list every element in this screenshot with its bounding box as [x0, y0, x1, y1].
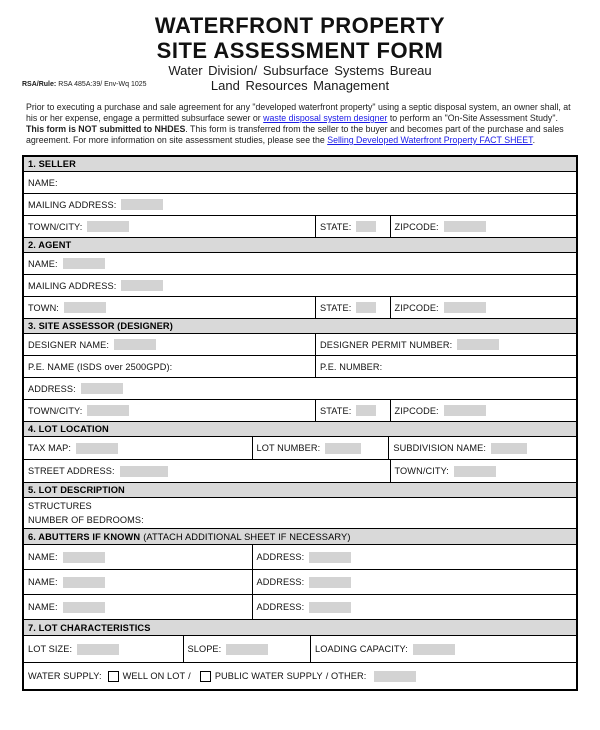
section-2-agent-header [24, 238, 576, 253]
agent-town-cell [24, 297, 316, 318]
rsa-rule-value: RSA 485A:39/ Env-Wq 1025 [58, 81, 147, 88]
pe-row [24, 356, 576, 378]
seller-town-row [24, 216, 576, 238]
section-7-characteristics-header [24, 620, 576, 636]
public-water-label: PUBLIC WATER SUPPLY [214, 671, 323, 681]
water-supply-slash: / [188, 671, 191, 681]
subdivision-input[interactable] [491, 443, 527, 454]
designer-permit-cell [316, 334, 576, 355]
section-6-title-note: (ATTACH ADDITIONAL SHEET IF NECESSARY) [143, 531, 351, 542]
section-7-title: 7. LOT CHARACTERISTICS [28, 622, 151, 633]
section-4-lot-location-header [24, 422, 576, 437]
waste-disposal-designer-link[interactable]: waste disposal system designer [263, 113, 388, 123]
seller-zip-cell [391, 216, 576, 237]
assessor-state-input[interactable] [356, 405, 376, 416]
designer-name-cell [24, 334, 316, 355]
intro-bold-nhdes: This form is NOT submitted to NHDES [26, 124, 186, 134]
lot-town-cell [391, 460, 576, 482]
pe-number-cell [316, 356, 576, 377]
intro-text-4: . [532, 135, 536, 145]
rsa-rule-note [22, 81, 147, 88]
division-subtitle: Land Resources Management [210, 78, 390, 93]
page-title-line1: WATERFRONT PROPERTY [154, 13, 446, 38]
lot-size-label: LOT SIZE: [28, 644, 73, 654]
abutter-2-address-input[interactable] [309, 577, 351, 588]
assessor-address-cell [24, 378, 576, 399]
abutter-2-name-label: NAME: [28, 577, 58, 587]
well-on-lot-label: WELL ON LOT [122, 671, 186, 681]
agent-name-input[interactable] [63, 258, 105, 269]
pe-name-label: P.E. NAME (ISDS over 2500GPD): [28, 361, 173, 372]
assessor-zip-label: ZIPCODE: [394, 405, 439, 416]
fact-sheet-link[interactable]: Selling Developed Waterfront Property FACT SHEET [327, 135, 533, 145]
agent-name-cell [24, 253, 576, 274]
water-supply-row [24, 663, 576, 689]
seller-state-label: STATE: [320, 221, 352, 232]
abutter-2-address-label: ADDRESS: [256, 577, 305, 587]
section-3-assessor-header [24, 319, 576, 334]
tax-map-row [24, 437, 576, 460]
seller-state-input[interactable] [356, 221, 376, 232]
seller-name-cell [24, 172, 576, 193]
abutter-1-name-label: NAME: [28, 552, 58, 562]
agent-town-input[interactable] [64, 302, 106, 313]
lot-town-label: TOWN/CITY: [394, 466, 449, 476]
street-address-label: STREET ADDRESS: [28, 466, 115, 476]
water-supply-cell [24, 663, 576, 689]
lot-size-input[interactable] [77, 644, 119, 655]
seller-name-label: NAME: [28, 177, 58, 188]
lot-town-input[interactable] [454, 466, 496, 477]
abutter-1-address-input[interactable] [309, 552, 351, 563]
water-supply-label: WATER SUPPLY: [28, 671, 102, 681]
pe-name-cell [24, 356, 316, 377]
lot-number-input[interactable] [325, 443, 361, 454]
abutter-row-3 [24, 595, 576, 620]
designer-permit-label: DESIGNER PERMIT NUMBER: [320, 339, 453, 350]
assessment-form-table [22, 155, 578, 691]
structures-label: STRUCTURES [28, 501, 92, 511]
agent-mailing-label: MAILING ADDRESS: [28, 280, 117, 291]
assessor-address-input[interactable] [81, 383, 123, 394]
loading-capacity-cell [311, 636, 576, 662]
agent-state-input[interactable] [356, 302, 376, 313]
seller-zip-input[interactable] [444, 221, 486, 232]
designer-row [24, 334, 576, 356]
abutter-1-address-cell [253, 545, 576, 569]
section-5-title: 5. LOT DESCRIPTION [28, 485, 125, 495]
bedrooms-label: NUMBER OF BEDROOMS: [28, 515, 144, 525]
agent-zip-label: ZIPCODE: [394, 302, 439, 313]
public-water-checkbox[interactable] [200, 671, 211, 682]
slope-input[interactable] [226, 644, 268, 655]
assessor-state-cell [316, 400, 391, 421]
subdivision-label: SUBDIVISION NAME: [393, 443, 486, 453]
designer-name-input[interactable] [114, 339, 156, 350]
abutter-row-2 [24, 570, 576, 595]
seller-mailing-label: MAILING ADDRESS: [28, 199, 117, 210]
section-5-lot-description-header [24, 483, 576, 498]
abutter-3-name-cell [24, 595, 253, 619]
assessor-zip-input[interactable] [444, 405, 486, 416]
agent-mailing-row [24, 275, 576, 297]
seller-town-input[interactable] [87, 221, 129, 232]
agent-zip-input[interactable] [444, 302, 486, 313]
slope-label: SLOPE: [187, 644, 222, 654]
seller-mailing-input[interactable] [121, 199, 163, 210]
lot-description-cell [24, 498, 576, 528]
abutter-row-1 [24, 545, 576, 570]
pe-number-label: P.E. NUMBER: [320, 361, 383, 372]
agent-town-row [24, 297, 576, 319]
agent-name-label: NAME: [28, 258, 58, 269]
intro-paragraph [26, 102, 574, 146]
agent-mailing-input[interactable] [121, 280, 163, 291]
designer-permit-input[interactable] [457, 339, 499, 350]
abutter-3-address-cell [253, 595, 576, 619]
seller-name-row [24, 172, 576, 194]
agent-zip-cell [391, 297, 576, 318]
rsa-rule-label: RSA/Rule: [22, 81, 57, 88]
intro-text-3: . This form is transferred from the seller to the buyer and becomes part of the purchase and sales agreement. For more information on site assessment studies, please see the [26, 124, 564, 145]
assessor-zip-cell [391, 400, 576, 421]
abutter-2-address-cell [253, 570, 576, 594]
seller-town-cell [24, 216, 316, 237]
section-3-title: 3. SITE ASSESSOR (DESIGNER) [28, 321, 173, 331]
loading-capacity-input[interactable] [413, 644, 455, 655]
water-other-input[interactable] [374, 671, 416, 682]
tax-map-input[interactable] [76, 443, 118, 454]
assessor-address-row [24, 378, 576, 400]
section-1-seller-header [24, 157, 576, 172]
bureau-subtitle: Water Division/ Subsurface Systems Bureau [168, 63, 432, 78]
assessor-town-input[interactable] [87, 405, 129, 416]
lot-number-label: LOT NUMBER: [256, 443, 321, 453]
document-header [0, 0, 600, 93]
abutter-3-name-input[interactable] [63, 602, 105, 613]
agent-town-label: TOWN: [28, 302, 59, 313]
designer-name-label: DESIGNER NAME: [28, 339, 110, 350]
lot-size-row [24, 636, 576, 663]
seller-mailing-cell [24, 194, 576, 215]
section-2-title: 2. AGENT [28, 240, 72, 250]
tax-map-label: TAX MAP: [28, 443, 71, 453]
intro-text-2: to perform an "On-Site Assessment Study". [387, 113, 558, 123]
agent-state-label: STATE: [320, 302, 352, 313]
section-6-abutters-header [24, 529, 576, 545]
abutter-2-name-cell [24, 570, 253, 594]
section-1-title: 1. SELLER [28, 159, 76, 169]
abutter-3-address-input[interactable] [309, 602, 351, 613]
seller-state-cell [316, 216, 391, 237]
intro-text-1: Prior to executing a purchase and sale agreement for any "developed waterfront property" using a septic disposal system, an owner shall, at his or her expense, engage a permitted subsurface sewer or [26, 102, 571, 123]
lot-size-cell [24, 636, 184, 662]
seller-mailing-row [24, 194, 576, 216]
abutter-1-name-input[interactable] [63, 552, 105, 563]
slope-cell [184, 636, 312, 662]
agent-state-cell [316, 297, 391, 318]
lot-number-cell [253, 437, 390, 459]
assessor-state-label: STATE: [320, 405, 352, 416]
well-on-lot-checkbox[interactable] [108, 671, 119, 682]
other-label: / OTHER: [325, 671, 367, 681]
street-address-row [24, 460, 576, 483]
agent-name-row [24, 253, 576, 275]
meta-row [0, 78, 600, 93]
tax-map-cell [24, 437, 253, 459]
assessor-address-label: ADDRESS: [28, 383, 76, 394]
lot-description-row [24, 498, 576, 529]
assessor-town-cell [24, 400, 316, 421]
agent-mailing-cell [24, 275, 576, 296]
assessor-town-label: TOWN/CITY: [28, 405, 83, 416]
seller-zip-label: ZIPCODE: [394, 221, 439, 232]
abutter-2-name-input[interactable] [63, 577, 105, 588]
street-address-input[interactable] [120, 466, 168, 477]
section-4-title: 4. LOT LOCATION [28, 424, 109, 434]
abutter-3-address-label: ADDRESS: [256, 602, 305, 612]
street-address-cell [24, 460, 391, 482]
subdivision-cell [389, 437, 576, 459]
abutter-1-name-cell [24, 545, 253, 569]
abutter-1-address-label: ADDRESS: [256, 552, 305, 562]
abutter-3-name-label: NAME: [28, 602, 58, 612]
seller-town-label: TOWN/CITY: [28, 221, 83, 232]
section-6-title: 6. ABUTTERS IF KNOWN [28, 531, 141, 542]
assessor-town-row [24, 400, 576, 422]
page-title-line2: SITE ASSESSMENT FORM [156, 38, 444, 63]
loading-capacity-label: LOADING CAPACITY: [315, 644, 408, 654]
